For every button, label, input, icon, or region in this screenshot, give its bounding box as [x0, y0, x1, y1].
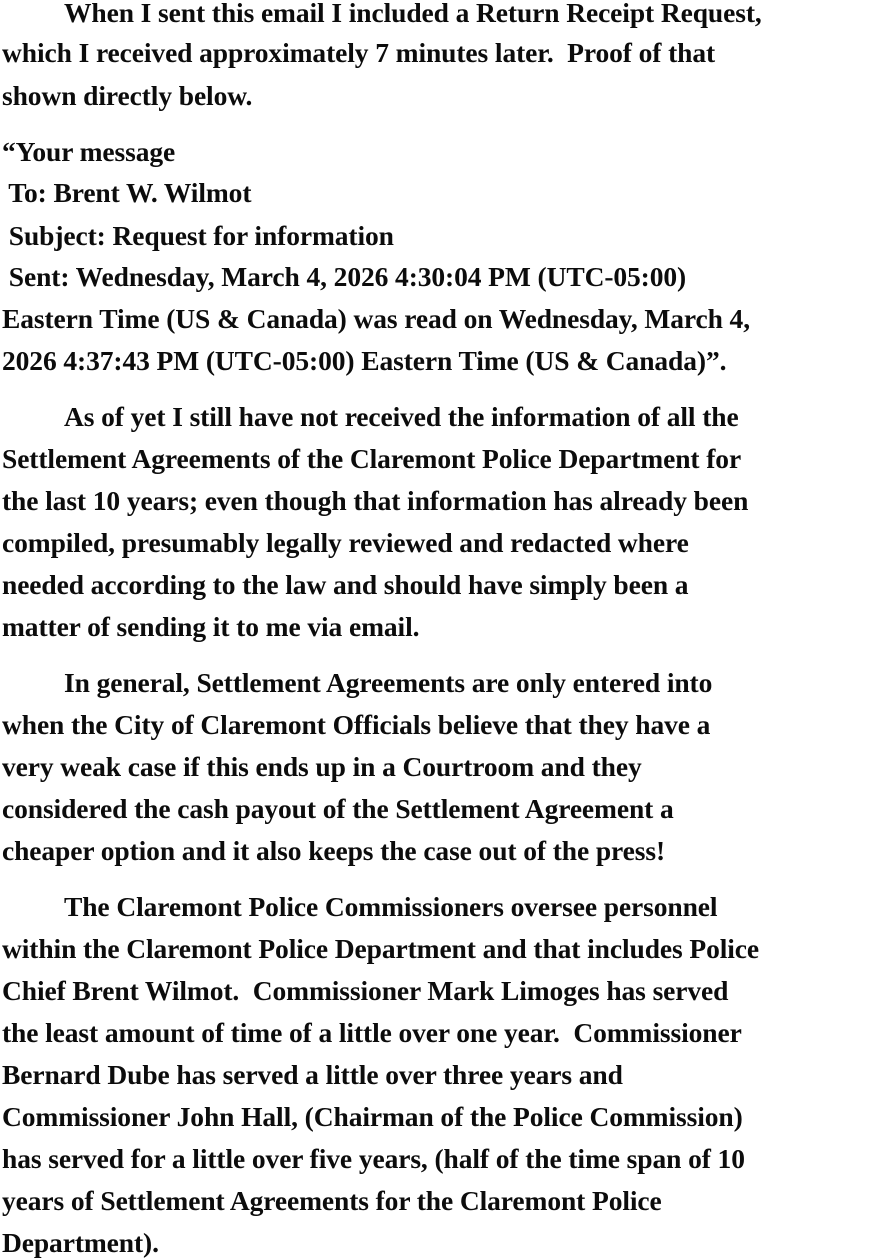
text-line: Settlement Agreements of the Claremont Police Department for	[2, 443, 742, 474]
text-line: Subject: Request for information	[2, 220, 394, 251]
text-line: Bernard Dube has served a little over three years and	[2, 1059, 623, 1090]
text-line: the last 10 years; even though that information has already been	[2, 485, 749, 516]
text-line: matter of sending it to me via email.	[2, 611, 420, 642]
text-line: very weak case if this ends up in a Courtroom and they	[2, 751, 642, 782]
text-line: The Claremont Police Commissioners oversee personnel	[64, 891, 718, 922]
text-line: Commissioner John Hall, (Chairman of the Police Commission)	[2, 1101, 743, 1132]
text-line: considered the cash payout of the Settlement Agreement a	[2, 793, 674, 824]
text-line: shown directly below.	[2, 80, 253, 111]
text-line: which I received approximately 7 minutes later. Proof of that	[2, 37, 716, 68]
text-line: When I sent this email I included a Return Receipt Request,	[64, 0, 762, 28]
text-line: Sent: Wednesday, March 4, 2026 4:30:04 PM (UTC-05:00)	[2, 261, 687, 292]
text-line: Department).	[2, 1227, 159, 1258]
text-line: As of yet I still have not received the information of all the	[64, 401, 739, 432]
text-line: within the Claremont Police Department and that includes Police	[2, 933, 760, 964]
text-line: when the City of Claremont Officials believe that they have a	[2, 709, 711, 740]
text-line: 2026 4:37:43 PM (UTC-05:00) Eastern Time (US & Canada)”.	[2, 345, 727, 376]
text-line: has served for a little over five years, (half of the time span of 10	[2, 1143, 745, 1174]
text-line: compiled, presumably legally reviewed and redacted where	[2, 527, 689, 558]
text-line: Chief Brent Wilmot. Commissioner Mark Limoges has served	[2, 975, 729, 1006]
text-line: cheaper option and it also keeps the case out of the press!	[2, 835, 666, 866]
text-line: the least amount of time of a little over one year. Commissioner	[2, 1017, 742, 1048]
text-line: “Your message	[2, 136, 176, 167]
text-line: In general, Settlement Agreements are only entered into	[64, 667, 713, 698]
text-line: years of Settlement Agreements for the Claremont Police	[2, 1185, 662, 1216]
text-line: needed according to the law and should have simply been a	[2, 569, 689, 600]
text-line: To: Brent W. Wilmot	[2, 177, 252, 208]
text-line: Eastern Time (US & Canada) was read on Wednesday, March 4,	[2, 303, 750, 334]
